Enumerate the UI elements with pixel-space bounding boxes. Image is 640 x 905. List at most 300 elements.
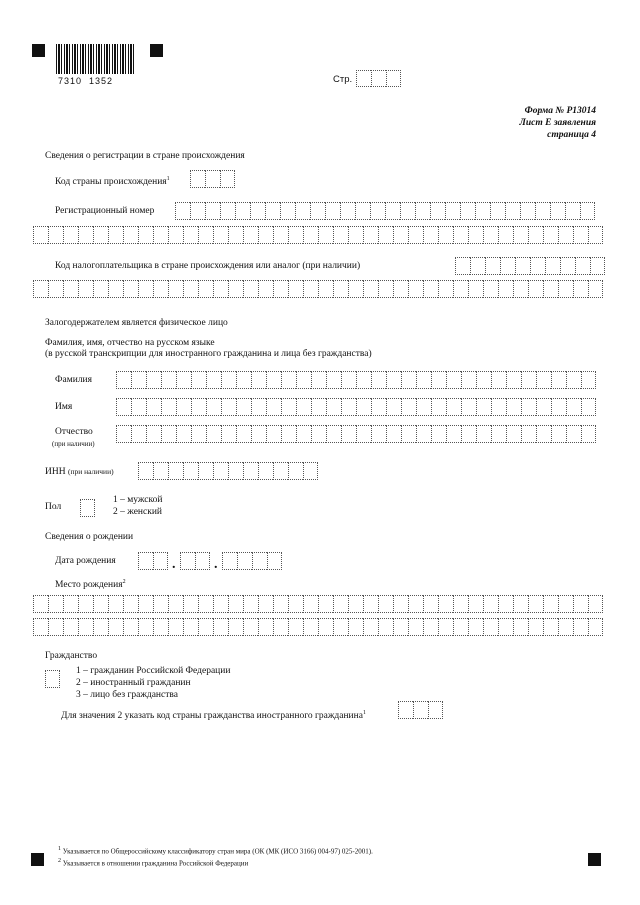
input-cell[interactable] <box>295 202 310 220</box>
input-cell[interactable] <box>206 425 221 443</box>
input-cell[interactable] <box>333 226 348 244</box>
input-cell[interactable] <box>371 371 386 389</box>
input-cell[interactable] <box>378 226 393 244</box>
input-cell[interactable] <box>221 425 236 443</box>
input-cell[interactable] <box>543 226 558 244</box>
input-cell[interactable] <box>461 425 476 443</box>
input-cell[interactable] <box>153 226 168 244</box>
input-cell[interactable] <box>536 398 551 416</box>
input-cell[interactable] <box>498 618 513 636</box>
input-cell[interactable] <box>438 226 453 244</box>
input-cell[interactable] <box>303 226 318 244</box>
input-cell[interactable] <box>476 398 491 416</box>
input-cell[interactable] <box>408 280 423 298</box>
input-cell[interactable] <box>303 462 318 480</box>
input-cell[interactable] <box>363 618 378 636</box>
input-cell[interactable] <box>551 371 566 389</box>
input-cell[interactable] <box>213 226 228 244</box>
input-cell[interactable] <box>575 257 590 275</box>
input-cell[interactable] <box>221 398 236 416</box>
input-cell[interactable] <box>228 462 243 480</box>
input-cell[interactable] <box>498 595 513 613</box>
input-cell[interactable] <box>545 257 560 275</box>
citizenship-cell[interactable] <box>45 670 60 688</box>
input-cell[interactable] <box>311 425 326 443</box>
input-cell[interactable] <box>520 202 535 220</box>
input-cell[interactable] <box>93 280 108 298</box>
input-cell[interactable] <box>438 618 453 636</box>
input-cell[interactable] <box>341 371 356 389</box>
input-cell[interactable] <box>281 371 296 389</box>
input-cell[interactable] <box>530 257 545 275</box>
input-cell[interactable] <box>303 618 318 636</box>
input-cell[interactable] <box>48 280 63 298</box>
input-cell[interactable] <box>371 398 386 416</box>
input-cell[interactable] <box>476 425 491 443</box>
input-cell[interactable] <box>468 226 483 244</box>
input-cell[interactable] <box>161 398 176 416</box>
input-cell[interactable] <box>483 595 498 613</box>
birth-place-cells-row-2[interactable] <box>33 618 603 636</box>
input-cell[interactable] <box>581 425 596 443</box>
input-cell[interactable] <box>131 425 146 443</box>
input-cell[interactable] <box>333 280 348 298</box>
input-cell[interactable] <box>431 371 446 389</box>
input-cell[interactable] <box>408 595 423 613</box>
input-cell[interactable] <box>228 595 243 613</box>
input-cell[interactable] <box>513 280 528 298</box>
input-cell[interactable] <box>235 202 250 220</box>
input-cell[interactable] <box>220 202 235 220</box>
birth-day-cells[interactable] <box>138 552 168 570</box>
input-cell[interactable] <box>33 618 48 636</box>
input-cell[interactable] <box>401 425 416 443</box>
input-cell[interactable] <box>528 618 543 636</box>
input-cell[interactable] <box>505 202 520 220</box>
input-cell[interactable] <box>521 371 536 389</box>
input-cell[interactable] <box>288 462 303 480</box>
input-cell[interactable] <box>116 371 131 389</box>
input-cell[interactable] <box>543 595 558 613</box>
input-cell[interactable] <box>183 462 198 480</box>
input-cell[interactable] <box>228 280 243 298</box>
input-cell[interactable] <box>370 202 385 220</box>
input-cell[interactable] <box>33 280 48 298</box>
input-cell[interactable] <box>108 618 123 636</box>
input-cell[interactable] <box>333 595 348 613</box>
input-cell[interactable] <box>183 280 198 298</box>
input-cell[interactable] <box>430 202 445 220</box>
page-number-cells[interactable] <box>356 70 401 87</box>
input-cell[interactable] <box>498 226 513 244</box>
input-cell[interactable] <box>296 371 311 389</box>
input-cell[interactable] <box>536 425 551 443</box>
input-cell[interactable] <box>385 202 400 220</box>
input-cell[interactable] <box>243 462 258 480</box>
input-cell[interactable] <box>318 595 333 613</box>
input-cell[interactable] <box>573 280 588 298</box>
input-cell[interactable] <box>355 202 370 220</box>
input-cell[interactable] <box>198 595 213 613</box>
input-cell[interactable] <box>168 595 183 613</box>
input-cell[interactable] <box>438 595 453 613</box>
input-cell[interactable] <box>340 202 355 220</box>
input-cell[interactable] <box>63 226 78 244</box>
input-cell[interactable] <box>258 618 273 636</box>
input-cell[interactable] <box>521 398 536 416</box>
input-cell[interactable] <box>558 280 573 298</box>
input-cell[interactable] <box>48 595 63 613</box>
input-cell[interactable] <box>573 226 588 244</box>
input-cell[interactable] <box>108 595 123 613</box>
input-cell[interactable] <box>33 226 48 244</box>
input-cell[interactable] <box>48 618 63 636</box>
input-cell[interactable] <box>348 280 363 298</box>
input-cell[interactable] <box>491 425 506 443</box>
input-cell[interactable] <box>513 618 528 636</box>
input-cell[interactable] <box>401 398 416 416</box>
input-cell[interactable] <box>416 398 431 416</box>
country-code-cells[interactable] <box>190 170 235 188</box>
birth-place-cells-row-1[interactable] <box>33 595 603 613</box>
input-cell[interactable] <box>470 257 485 275</box>
input-cell[interactable] <box>386 398 401 416</box>
input-cell[interactable] <box>273 280 288 298</box>
input-cell[interactable] <box>213 595 228 613</box>
input-cell[interactable] <box>326 371 341 389</box>
input-cell[interactable] <box>506 425 521 443</box>
input-cell[interactable] <box>131 398 146 416</box>
reg-number-cells-row-2[interactable] <box>33 226 603 244</box>
input-cell[interactable] <box>588 226 603 244</box>
input-cell[interactable] <box>251 398 266 416</box>
input-cell[interactable] <box>168 280 183 298</box>
input-cell[interactable] <box>168 618 183 636</box>
input-cell[interactable] <box>176 425 191 443</box>
input-cell[interactable] <box>250 202 265 220</box>
input-cell[interactable] <box>63 595 78 613</box>
input-cell[interactable] <box>318 280 333 298</box>
input-cell[interactable] <box>198 280 213 298</box>
input-cell[interactable] <box>296 398 311 416</box>
input-cell[interactable] <box>468 618 483 636</box>
inn-cells[interactable] <box>138 462 318 480</box>
input-cell[interactable] <box>153 618 168 636</box>
input-cell[interactable] <box>513 226 528 244</box>
input-cell[interactable] <box>393 280 408 298</box>
input-cell[interactable] <box>168 226 183 244</box>
input-cell[interactable] <box>348 226 363 244</box>
input-cell[interactable] <box>551 425 566 443</box>
input-cell[interactable] <box>460 202 475 220</box>
input-cell[interactable] <box>551 398 566 416</box>
input-cell[interactable] <box>93 618 108 636</box>
input-cell[interactable] <box>93 226 108 244</box>
input-cell[interactable] <box>341 398 356 416</box>
input-cell[interactable] <box>521 425 536 443</box>
input-cell[interactable] <box>116 425 131 443</box>
input-cell[interactable] <box>273 618 288 636</box>
input-cell[interactable] <box>363 226 378 244</box>
input-cell[interactable] <box>63 280 78 298</box>
input-cell[interactable] <box>266 371 281 389</box>
input-cell[interactable] <box>325 202 340 220</box>
input-cell[interactable] <box>535 202 550 220</box>
input-cell[interactable] <box>175 202 190 220</box>
input-cell[interactable] <box>153 280 168 298</box>
input-cell[interactable] <box>280 202 295 220</box>
input-cell[interactable] <box>123 595 138 613</box>
input-cell[interactable] <box>415 202 430 220</box>
input-cell[interactable] <box>513 595 528 613</box>
input-cell[interactable] <box>213 618 228 636</box>
input-cell[interactable] <box>588 618 603 636</box>
input-cell[interactable] <box>153 462 168 480</box>
input-cell[interactable] <box>423 595 438 613</box>
birth-month-cells[interactable] <box>180 552 210 570</box>
input-cell[interactable] <box>446 425 461 443</box>
input-cell[interactable] <box>408 618 423 636</box>
input-cell[interactable] <box>146 398 161 416</box>
input-cell[interactable] <box>506 398 521 416</box>
input-cell[interactable] <box>311 398 326 416</box>
input-cell[interactable] <box>123 618 138 636</box>
input-cell[interactable] <box>108 280 123 298</box>
input-cell[interactable] <box>453 226 468 244</box>
input-cell[interactable] <box>228 618 243 636</box>
input-cell[interactable] <box>318 618 333 636</box>
input-cell[interactable] <box>168 462 183 480</box>
input-cell[interactable] <box>266 425 281 443</box>
input-cell[interactable] <box>281 398 296 416</box>
input-cell[interactable] <box>543 280 558 298</box>
input-cell[interactable] <box>423 226 438 244</box>
input-cell[interactable] <box>536 371 551 389</box>
input-cell[interactable] <box>378 618 393 636</box>
input-cell[interactable] <box>356 371 371 389</box>
input-cell[interactable] <box>138 226 153 244</box>
input-cell[interactable] <box>258 226 273 244</box>
input-cell[interactable] <box>515 257 530 275</box>
input-cell[interactable] <box>123 280 138 298</box>
input-cell[interactable] <box>303 280 318 298</box>
input-cell[interactable] <box>78 595 93 613</box>
input-cell[interactable] <box>581 371 596 389</box>
input-cell[interactable] <box>543 618 558 636</box>
input-cell[interactable] <box>348 595 363 613</box>
input-cell[interactable] <box>550 202 565 220</box>
input-cell[interactable] <box>455 257 470 275</box>
input-cell[interactable] <box>153 595 168 613</box>
input-cell[interactable] <box>161 425 176 443</box>
input-cell[interactable] <box>243 595 258 613</box>
input-cell[interactable] <box>588 595 603 613</box>
input-cell[interactable] <box>453 618 468 636</box>
input-cell[interactable] <box>228 226 243 244</box>
input-cell[interactable] <box>446 371 461 389</box>
input-cell[interactable] <box>378 280 393 298</box>
input-cell[interactable] <box>573 595 588 613</box>
input-cell[interactable] <box>93 595 108 613</box>
input-cell[interactable] <box>176 398 191 416</box>
citizenship-country-cells[interactable] <box>398 701 443 719</box>
input-cell[interactable] <box>371 425 386 443</box>
input-cell[interactable] <box>213 462 228 480</box>
input-cell[interactable] <box>273 595 288 613</box>
input-cell[interactable] <box>191 398 206 416</box>
input-cell[interactable] <box>326 398 341 416</box>
input-cell[interactable] <box>146 371 161 389</box>
input-cell[interactable] <box>565 202 580 220</box>
input-cell[interactable] <box>558 595 573 613</box>
input-cell[interactable] <box>131 371 146 389</box>
input-cell[interactable] <box>461 371 476 389</box>
input-cell[interactable] <box>236 425 251 443</box>
input-cell[interactable] <box>485 257 500 275</box>
input-cell[interactable] <box>221 371 236 389</box>
input-cell[interactable] <box>288 280 303 298</box>
input-cell[interactable] <box>333 618 348 636</box>
input-cell[interactable] <box>183 226 198 244</box>
input-cell[interactable] <box>363 595 378 613</box>
input-cell[interactable] <box>491 371 506 389</box>
input-cell[interactable] <box>183 618 198 636</box>
input-cell[interactable] <box>506 371 521 389</box>
input-cell[interactable] <box>468 280 483 298</box>
input-cell[interactable] <box>191 371 206 389</box>
input-cell[interactable] <box>258 280 273 298</box>
input-cell[interactable] <box>386 371 401 389</box>
input-cell[interactable] <box>446 398 461 416</box>
input-cell[interactable] <box>296 425 311 443</box>
input-cell[interactable] <box>63 618 78 636</box>
input-cell[interactable] <box>558 618 573 636</box>
input-cell[interactable] <box>445 202 460 220</box>
input-cell[interactable] <box>393 618 408 636</box>
input-cell[interactable] <box>400 202 415 220</box>
input-cell[interactable] <box>341 425 356 443</box>
input-cell[interactable] <box>138 595 153 613</box>
input-cell[interactable] <box>326 425 341 443</box>
input-cell[interactable] <box>243 280 258 298</box>
input-cell[interactable] <box>198 226 213 244</box>
input-cell[interactable] <box>288 595 303 613</box>
input-cell[interactable] <box>138 280 153 298</box>
input-cell[interactable] <box>138 618 153 636</box>
input-cell[interactable] <box>566 425 581 443</box>
input-cell[interactable] <box>348 618 363 636</box>
input-cell[interactable] <box>393 226 408 244</box>
input-cell[interactable] <box>378 595 393 613</box>
input-cell[interactable] <box>266 398 281 416</box>
input-cell[interactable] <box>500 257 515 275</box>
tax-code-cells-row-1[interactable] <box>455 257 605 275</box>
input-cell[interactable] <box>213 280 228 298</box>
input-cell[interactable] <box>475 202 490 220</box>
input-cell[interactable] <box>205 202 220 220</box>
input-cell[interactable] <box>468 595 483 613</box>
input-cell[interactable] <box>483 618 498 636</box>
input-cell[interactable] <box>566 371 581 389</box>
tax-code-cells-row-2[interactable] <box>33 280 603 298</box>
input-cell[interactable] <box>243 226 258 244</box>
input-cell[interactable] <box>476 371 491 389</box>
input-cell[interactable] <box>198 618 213 636</box>
input-cell[interactable] <box>236 371 251 389</box>
input-cell[interactable] <box>236 398 251 416</box>
input-cell[interactable] <box>431 425 446 443</box>
input-cell[interactable] <box>258 595 273 613</box>
input-cell[interactable] <box>198 462 213 480</box>
input-cell[interactable] <box>438 280 453 298</box>
input-cell[interactable] <box>560 257 575 275</box>
input-cell[interactable] <box>498 280 513 298</box>
input-cell[interactable] <box>251 371 266 389</box>
input-cell[interactable] <box>78 280 93 298</box>
birth-year-cells[interactable] <box>222 552 282 570</box>
input-cell[interactable] <box>528 280 543 298</box>
input-cell[interactable] <box>48 226 63 244</box>
input-cell[interactable] <box>191 425 206 443</box>
input-cell[interactable] <box>490 202 505 220</box>
input-cell[interactable] <box>281 425 296 443</box>
input-cell[interactable] <box>483 280 498 298</box>
input-cell[interactable] <box>461 398 476 416</box>
input-cell[interactable] <box>453 595 468 613</box>
input-cell[interactable] <box>311 371 326 389</box>
input-cell[interactable] <box>288 226 303 244</box>
input-cell[interactable] <box>356 398 371 416</box>
input-cell[interactable] <box>416 371 431 389</box>
input-cell[interactable] <box>176 371 191 389</box>
input-cell[interactable] <box>393 595 408 613</box>
input-cell[interactable] <box>108 226 123 244</box>
input-cell[interactable] <box>265 202 280 220</box>
input-cell[interactable] <box>123 226 138 244</box>
sex-cell[interactable] <box>80 499 95 517</box>
input-cell[interactable] <box>138 462 153 480</box>
input-cell[interactable] <box>251 425 266 443</box>
input-cell[interactable] <box>273 226 288 244</box>
input-cell[interactable] <box>363 280 378 298</box>
name-cells[interactable] <box>116 398 596 416</box>
input-cell[interactable] <box>590 257 605 275</box>
surname-cells[interactable] <box>116 371 596 389</box>
input-cell[interactable] <box>33 595 48 613</box>
input-cell[interactable] <box>423 618 438 636</box>
input-cell[interactable] <box>528 595 543 613</box>
input-cell[interactable] <box>423 280 438 298</box>
input-cell[interactable] <box>453 280 468 298</box>
input-cell[interactable] <box>161 371 176 389</box>
input-cell[interactable] <box>566 398 581 416</box>
input-cell[interactable] <box>386 425 401 443</box>
patronymic-cells[interactable] <box>116 425 596 443</box>
input-cell[interactable] <box>528 226 543 244</box>
input-cell[interactable] <box>483 226 498 244</box>
input-cell[interactable] <box>356 425 371 443</box>
input-cell[interactable] <box>288 618 303 636</box>
input-cell[interactable] <box>310 202 325 220</box>
input-cell[interactable] <box>303 595 318 613</box>
input-cell[interactable] <box>581 398 596 416</box>
input-cell[interactable] <box>431 398 446 416</box>
input-cell[interactable] <box>206 371 221 389</box>
input-cell[interactable] <box>258 462 273 480</box>
input-cell[interactable] <box>78 618 93 636</box>
input-cell[interactable] <box>273 462 288 480</box>
input-cell[interactable] <box>78 226 93 244</box>
